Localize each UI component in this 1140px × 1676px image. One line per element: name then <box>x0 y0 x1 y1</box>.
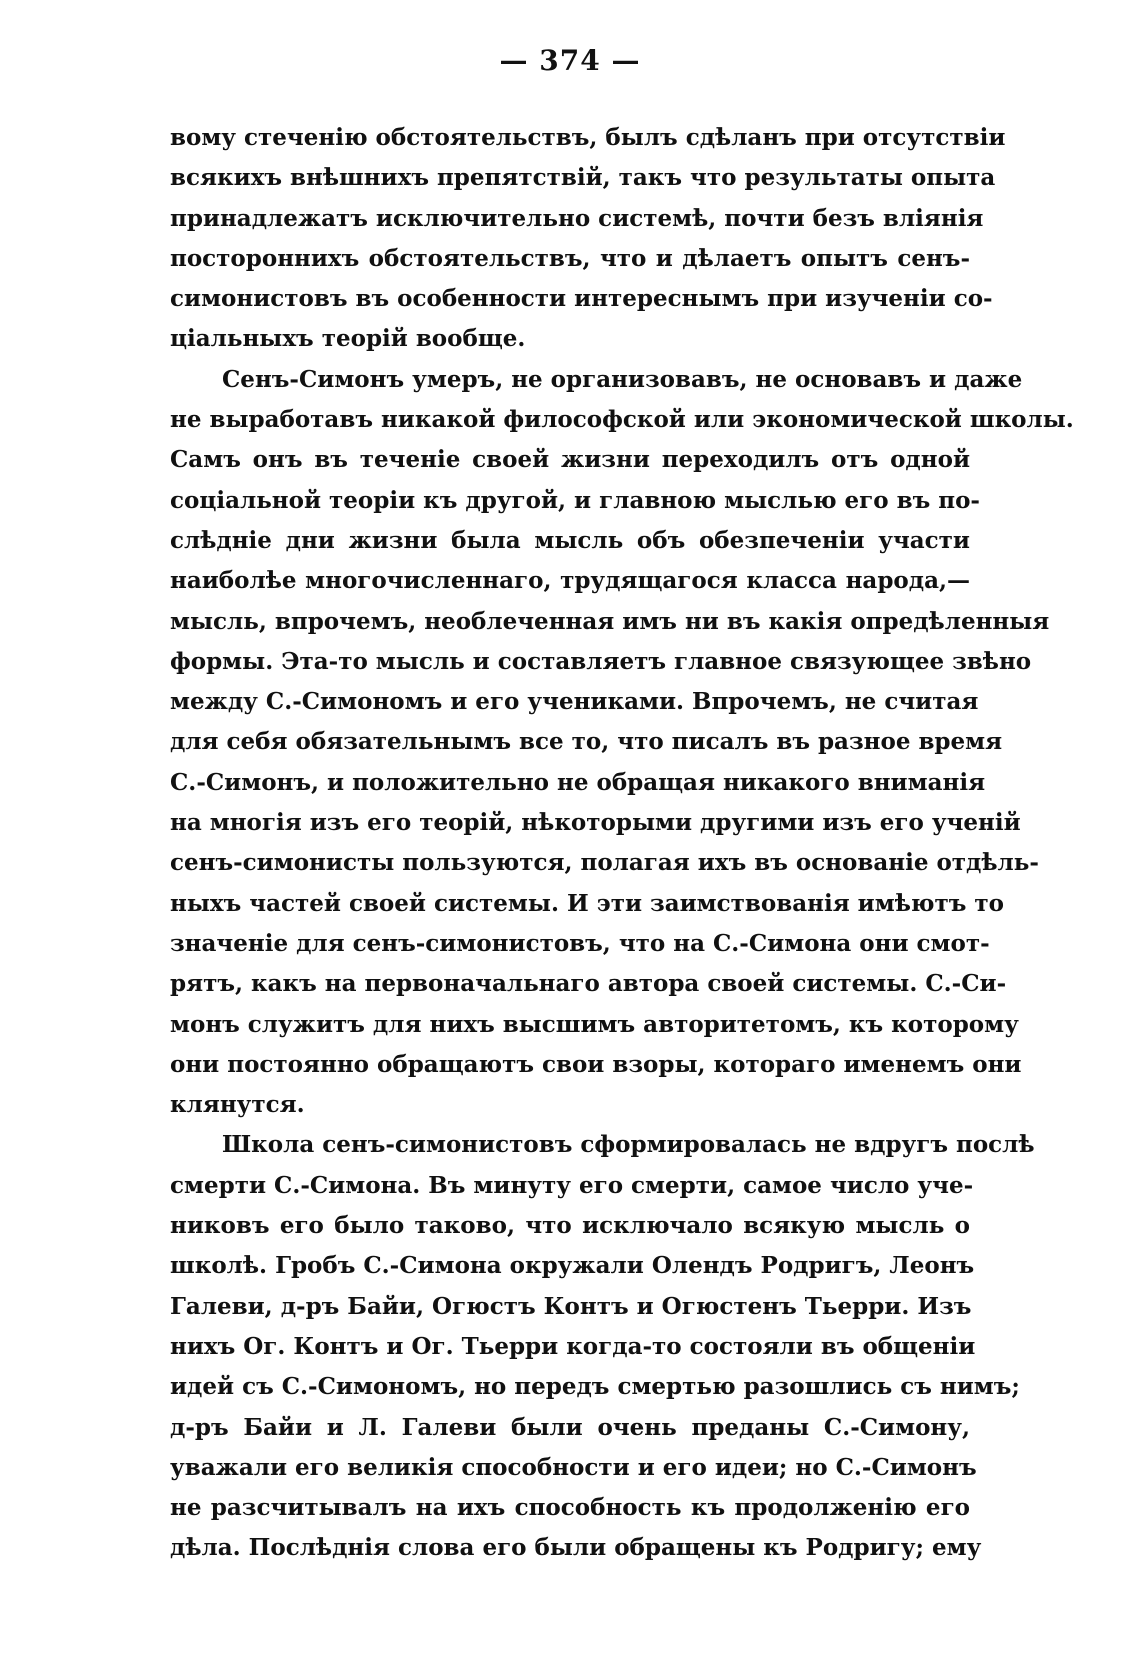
paragraph <box>170 1125 1035 1568</box>
text-line: нихъ Ог. Контъ и Ог. Тьерри когда-то состояли въ общеніи <box>170 1332 976 1360</box>
text-line: идей съ С.-Симономъ, но передъ смертью разошлись съ нимъ; <box>170 1373 1020 1401</box>
text-line: монъ служитъ для нихъ высшимъ авторитетомъ, къ которому <box>170 1010 1019 1038</box>
text-line: значеніе для сенъ-симонистовъ, что на С.-Симона они смот- <box>170 929 990 957</box>
text-line: наиболѣе многочисленнаго, трудящагося класса народа,— <box>170 567 970 595</box>
text-line: всякихъ внѣшнихъ препятствій, такъ что результаты опыта <box>170 164 996 192</box>
paragraph <box>170 360 1074 1126</box>
text-line: между С.-Симономъ и его учениками. Впрочемъ, не считая <box>170 688 979 716</box>
text-line: ныхъ частей своей системы. И эти заимствованія имѣютъ то <box>170 889 1004 917</box>
text-line: соціальной теоріи къ другой, и главною мыслью его въ по- <box>170 486 980 514</box>
text-line: сенъ-симонисты пользуются, полагая ихъ въ основаніе отдѣль- <box>170 849 1039 877</box>
text-line: для себя обязательнымъ все то, что писалъ въ разное время <box>170 728 1003 756</box>
text-line: С.-Симонъ, и положительно не обращая никакого вниманія <box>170 768 986 796</box>
text-line: не выработавъ никакой философской или экономической школы. <box>170 406 1074 434</box>
text-line: Галеви, д-ръ Байи, Огюстъ Контъ и Огюстенъ Тьерри. Изъ <box>170 1292 972 1320</box>
text-line: принадлежатъ исключительно системѣ, почти безъ вліянія <box>170 204 984 232</box>
text-line: формы. Эта-то мысль и составляетъ главное связующее звѣно <box>170 647 1032 675</box>
text-line: рятъ, какъ на первоначальнаго автора своей системы. С.-Си- <box>170 970 1007 998</box>
text-line: смерти С.-Симона. Въ минуту его смерти, самое число уче- <box>170 1171 974 1199</box>
text-line: Самъ онъ въ теченіе своей жизни переходилъ отъ одной <box>170 446 970 474</box>
text-line: на многія изъ его теорій, нѣкоторыми другими изъ его ученій <box>170 809 1021 837</box>
text-line: Сенъ-Симонъ умеръ, не организовавъ, не основавъ и даже <box>222 365 1023 393</box>
body-text <box>170 118 1074 1569</box>
text-line: дѣла. Послѣднія слова его были обращены къ Родригу; ему <box>170 1534 982 1562</box>
text-line: ціальныхъ теорій вообще. <box>170 325 526 353</box>
text-line: не разсчитывалъ на ихъ способность къ продолженію его <box>170 1494 970 1522</box>
paragraph <box>170 118 1006 360</box>
text-line: постороннихъ обстоятельствъ, что и дѣлаетъ опытъ сенъ- <box>170 244 970 272</box>
text-line: никовъ его было таково, что исключало всякую мысль о <box>170 1212 970 1240</box>
text-line: Школа сенъ-симонистовъ сформировалась не вдругъ послѣ <box>222 1131 1035 1159</box>
text-line: уважали его великія способности и его идеи; но С.-Симонъ <box>170 1453 977 1481</box>
text-line: мысль, впрочемъ, необлеченная имъ ни въ какія опредѣленныя <box>170 607 1050 635</box>
text-line: д-ръ Байи и Л. Галеви были очень преданы С.-Симону, <box>170 1413 970 1441</box>
text-line: клянутся. <box>170 1091 305 1119</box>
text-line: слѣдніе дни жизни была мысль объ обезпеченіи участи <box>170 526 970 554</box>
text-line: вому стеченію обстоятельствъ, былъ сдѣланъ при отсутствіи <box>170 124 1006 151</box>
text-line: симонистовъ въ особенности интереснымъ при изученіи со- <box>170 285 993 313</box>
text-line: школѣ. Гробъ С.-Симона окружали Олендъ Родригъ, Леонъ <box>170 1252 975 1280</box>
page-number: — 374 — <box>499 44 641 77</box>
text-line: они постоянно обращаютъ свои взоры, котораго именемъ они <box>170 1050 1022 1078</box>
